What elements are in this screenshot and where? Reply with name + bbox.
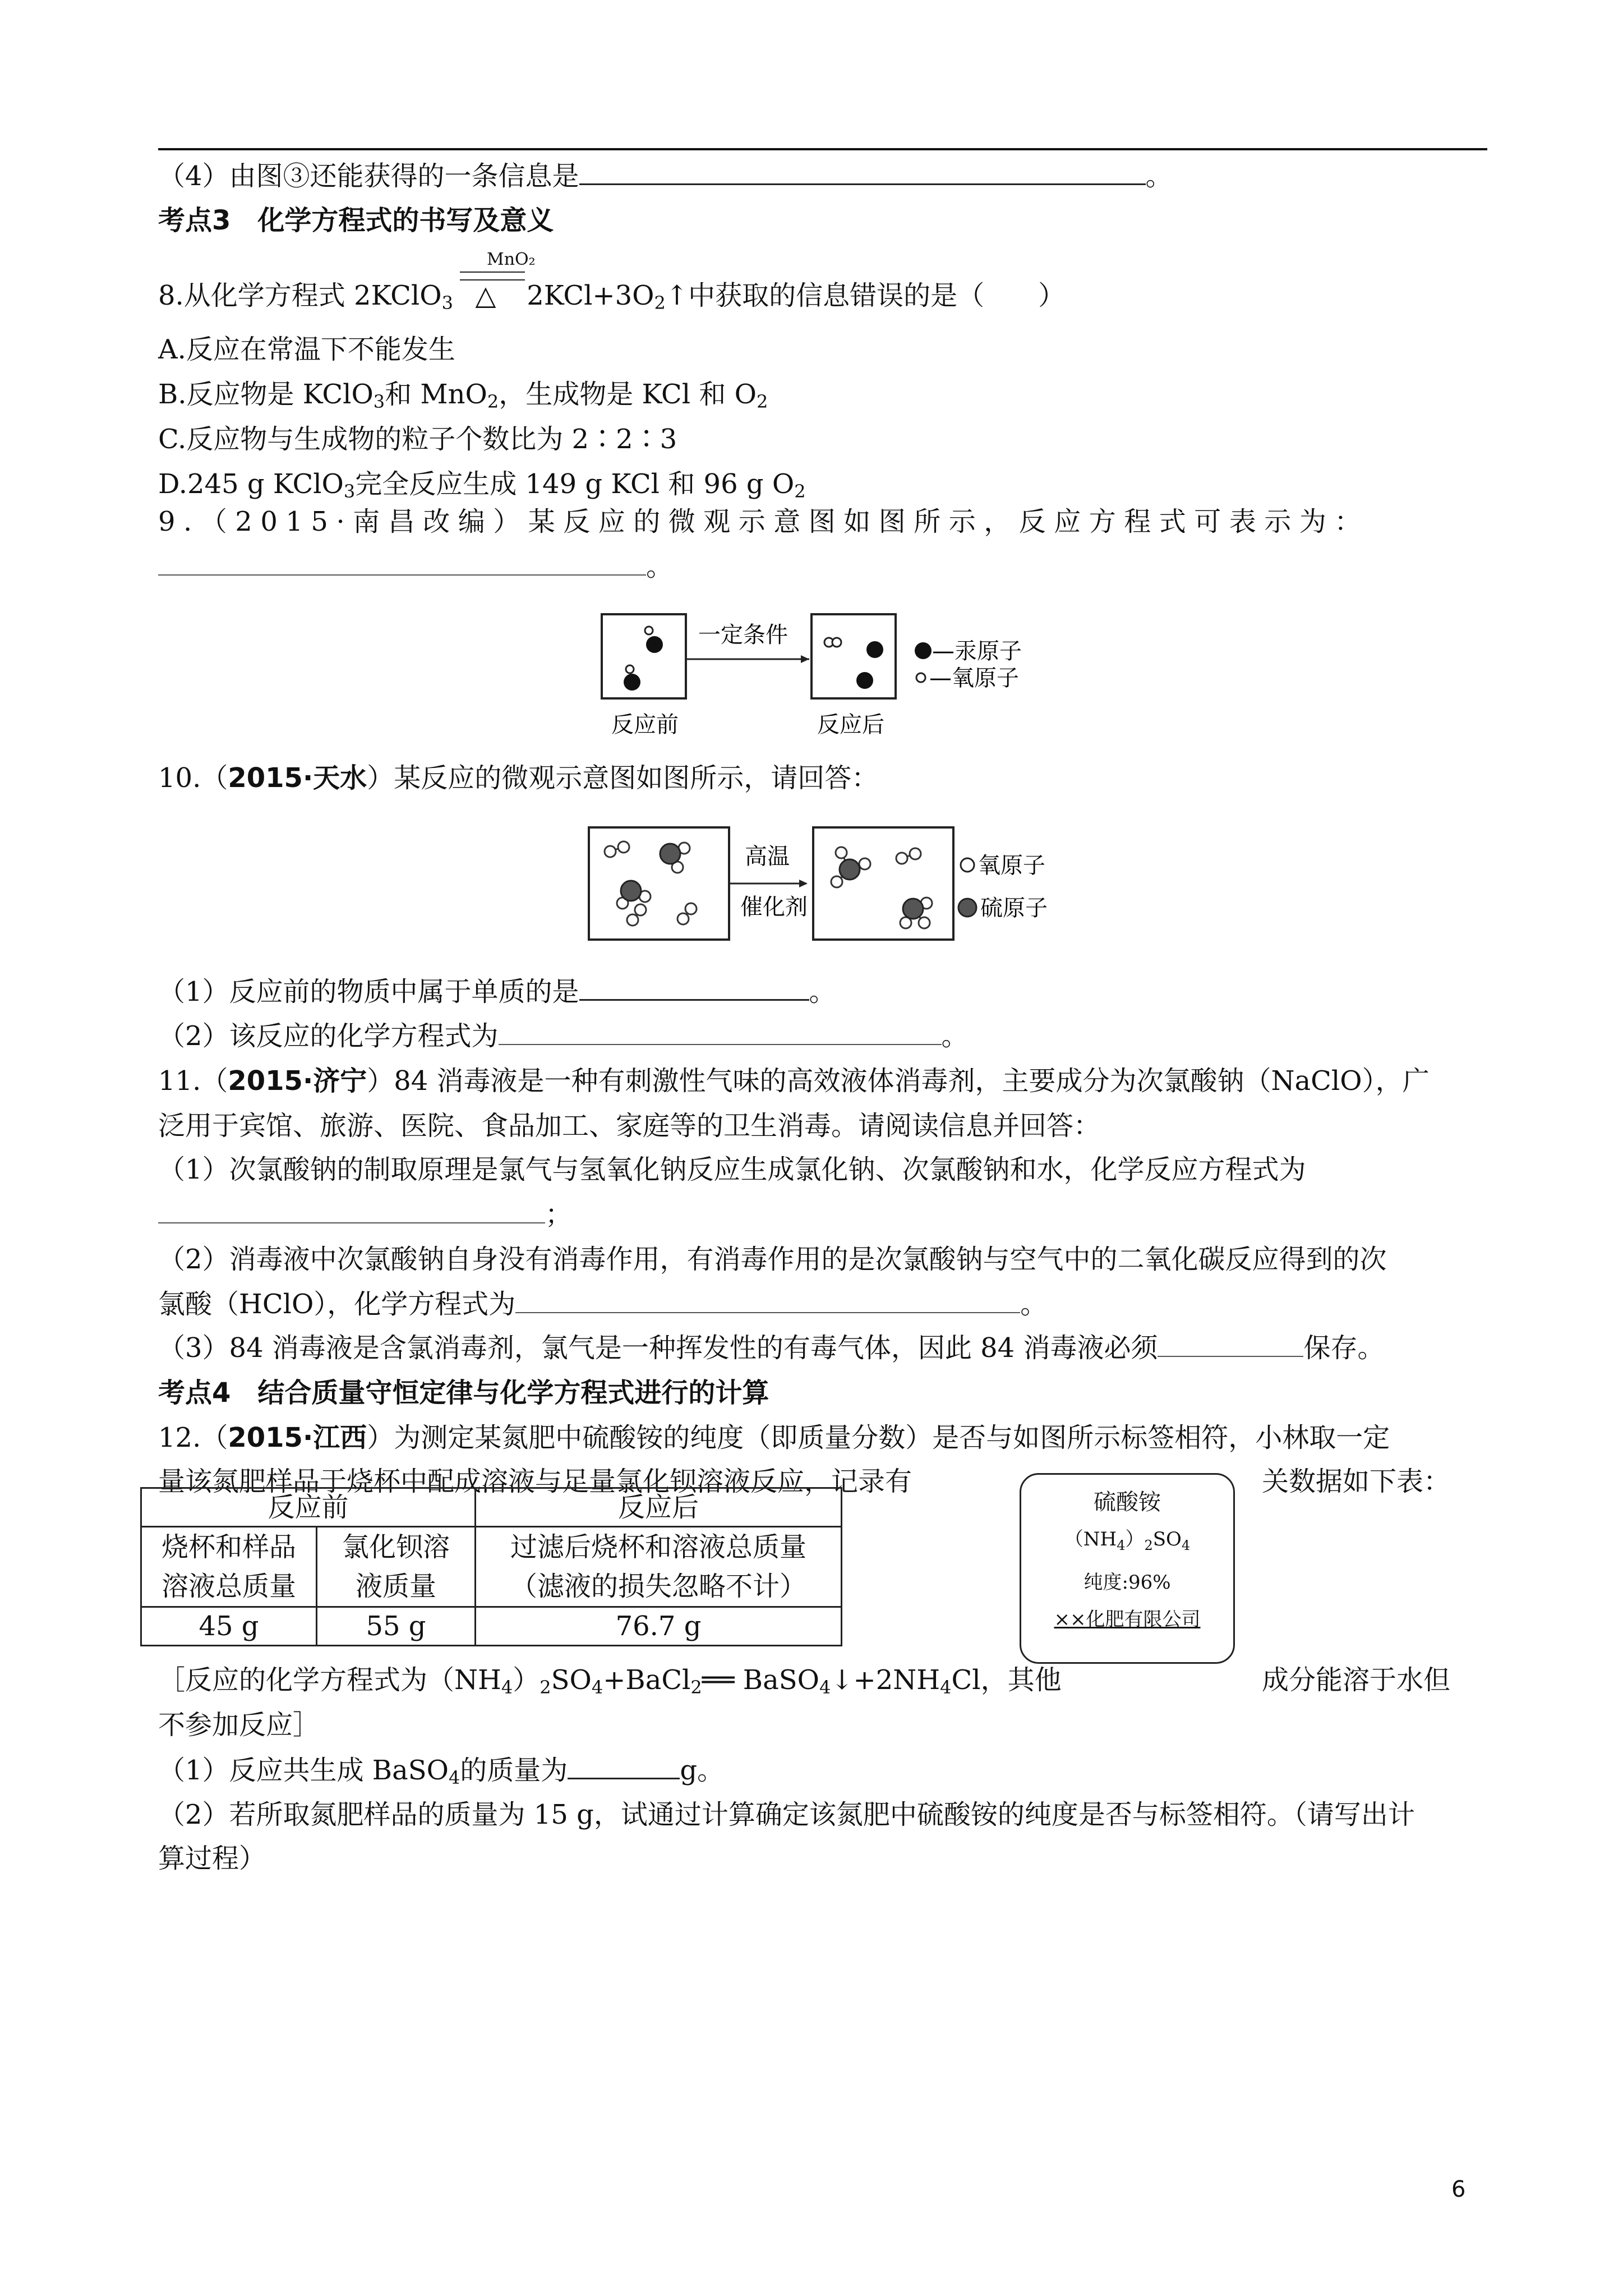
page-number: 6: [1451, 2177, 1466, 2202]
after-box: [811, 614, 896, 698]
legend-hg: —汞原子: [932, 638, 1022, 664]
table-cell: 45 g: [141, 1607, 317, 1646]
label-name: 硫酸铵: [1094, 1489, 1161, 1515]
hg-atom: [856, 672, 873, 689]
table-cell: 氯化钡溶 液质量: [317, 1527, 476, 1607]
before-label: 反应前: [611, 712, 679, 738]
table-cell: 76.7 g: [476, 1607, 842, 1646]
q12-stem: 12.（2015·江西）为测定某氮肥中硫酸铵的纯度（即质量分数）是否与如图所示标签相符，小林取一定: [158, 1422, 1390, 1453]
hg-atom: [866, 641, 883, 658]
legend-o-atom: [961, 858, 974, 872]
s-atom: [840, 859, 860, 880]
arrow-head: [799, 880, 808, 887]
legend-o: —氧原子: [929, 665, 1019, 691]
label-company: ××化肥有限公司: [1054, 1608, 1201, 1631]
legend-o-atom: [916, 673, 925, 682]
q8-option-d[interactable]: D.245 g KClO$_3$完全反应生成 149 g KCl 和 96 g $O_2$: [158, 468, 806, 502]
table-row: [141, 1527, 842, 1607]
before-box: [589, 827, 729, 940]
answer-blank[interactable]: [158, 550, 646, 576]
q8-option-b[interactable]: B.反应物是 KClO$_3$和 MnO$_2$，生成物是 KCl 和 $O_2$: [158, 379, 768, 412]
heat-symbol: △: [475, 280, 496, 311]
table-header: 反应前: [141, 1488, 476, 1527]
q8-option-c[interactable]: C.反应物与生成物的粒子个数比为 2∶2∶3: [158, 424, 677, 455]
q12-item1: （1）反应共生成 BaSO$_4$的质量为 g。: [158, 1753, 724, 1795]
legend-hg-atom: [915, 642, 932, 659]
q9-diagram: [594, 606, 1099, 746]
arrow-top-label: 高温: [745, 844, 790, 869]
answer-blank[interactable]: [515, 1287, 1020, 1313]
table-row: [141, 1607, 842, 1646]
q8-stem: 8.从化学方程式 2KClO$_3$ △ $2KCl+3O_2↑$中获取的信息错误的是（ ）: [158, 280, 1066, 314]
arrow-label: 一定条件: [698, 622, 788, 648]
catalyst-label: MnO₂: [487, 250, 536, 269]
q11-item1-answer: ；: [158, 1198, 572, 1231]
answer-blank[interactable]: [579, 159, 1146, 185]
legend-s: 硫原子: [980, 895, 1048, 921]
q12-item2-line2: 算过程）: [158, 1843, 266, 1874]
q9-answer: 。: [158, 550, 673, 583]
q11-line2: 泛用于宾馆、旅游、医院、食品加工、家庭等的卫生消毒。请阅读信息并回答：: [158, 1110, 1101, 1142]
s-atom: [903, 899, 923, 919]
q12-item2: （2）若所取氮肥样品的质量为 15 g，试通过计算确定该氮肥中硫酸铵的纯度是否与标签相符。（请写出计: [158, 1799, 1415, 1830]
table-header: 反应后: [476, 1488, 842, 1527]
hg-atom: [646, 636, 663, 653]
answer-blank[interactable]: [1158, 1331, 1303, 1357]
o-atom: [645, 627, 653, 634]
legend-o: 氧原子: [978, 853, 1045, 878]
data-table: [140, 1487, 842, 1646]
after-label: 反应后: [817, 712, 884, 738]
q10-item1: （1）反应前的物质中属于单质的是 。: [158, 974, 836, 1009]
q12-line2-tail: 关数据如下表：: [1262, 1466, 1451, 1497]
arrow-head: [801, 655, 809, 663]
q11-item1: （1）次氯酸钠的制取原理是氯气与氢氧化钠反应生成氯化钠、次氯酸钠和水，化学反应方程式为: [158, 1154, 1306, 1185]
section3-title: 考点3 化学方程式的书写及意义: [158, 205, 554, 236]
q11-stem: 11.（2015·济宁）84 消毒液是一种有刺激性气味的高效液体消毒剂，主要成分为次氯酸钠（NaClO），广: [158, 1065, 1430, 1097]
o-atom: [626, 665, 634, 673]
table-row: [141, 1488, 842, 1527]
q12-equation-line2: 不参加反应］: [158, 1709, 320, 1741]
label-formula: $(NH_4)_2SO_4$: [1064, 1528, 1191, 1553]
q10-stem: 10.（2015·天水）某反应的微观示意图如图所示，请回答：: [158, 762, 879, 794]
q10-diagram: [578, 819, 1082, 948]
q11-item2: （2）消毒液中次氯酸钠自身没有消毒作用，有消毒作用的是次氯酸钠与空气中的二氧化碳反应得到的次: [158, 1244, 1387, 1275]
table-cell: 烧杯和样品 溶液总质量: [141, 1527, 317, 1607]
q10-item2: （2）该反应的化学方程式为 。: [158, 1020, 969, 1052]
q12-equation: ［反应的化学方程式为$(NH_4)_2SO_4+BaCl_2══$ $BaSO_4↓+2NH_4Cl$，其他: [158, 1664, 1062, 1698]
table-cell: 55 g: [317, 1607, 476, 1646]
q11-item3: （3）84 消毒液是含氯消毒剂，氯气是一种挥发性的有毒气体，因此 84 消毒液必须 保存。: [158, 1332, 1385, 1364]
q7-item4: （4）由图③还能获得的一条信息是 。: [158, 159, 1173, 193]
arrow-bottom-label: 催化剂: [740, 894, 808, 920]
top-rule: [158, 148, 1487, 150]
hg-atom: [624, 674, 640, 691]
q8-option-a[interactable]: A.反应在常温下不能发生: [158, 334, 455, 365]
fertilizer-label: [1020, 1473, 1235, 1664]
answer-blank[interactable]: [568, 1753, 680, 1779]
before-box: [602, 614, 686, 698]
q9-stem: 9.（2015·南昌改编）某反应的微观示意图如图所示，反应方程式可表示为：: [158, 506, 1370, 537]
label-purity: 纯度:96%: [1083, 1571, 1171, 1594]
answer-blank[interactable]: [579, 974, 809, 1001]
q11-item2-line2: 氯酸（HClO），化学方程式为 。: [158, 1289, 1048, 1320]
answer-blank[interactable]: [499, 1019, 942, 1045]
s-atom: [621, 881, 641, 901]
section4-title: 考点4 结合质量守恒定律与化学方程式进行的计算: [158, 1377, 769, 1409]
legend-s-atom: [958, 899, 976, 917]
o-atom: [832, 638, 841, 647]
q12-line2: 量该氮肥样品于烧杯中配成溶液与足量氯化钡溶液反应，记录有: [158, 1466, 912, 1497]
q12-equation-tail: 成分能溶于水但: [1262, 1664, 1451, 1696]
answer-blank[interactable]: [158, 1198, 545, 1223]
table-cell: 过滤后烧杯和溶液总质量 （滤液的损失忽略不计）: [476, 1527, 842, 1607]
s-atom: [660, 844, 680, 864]
